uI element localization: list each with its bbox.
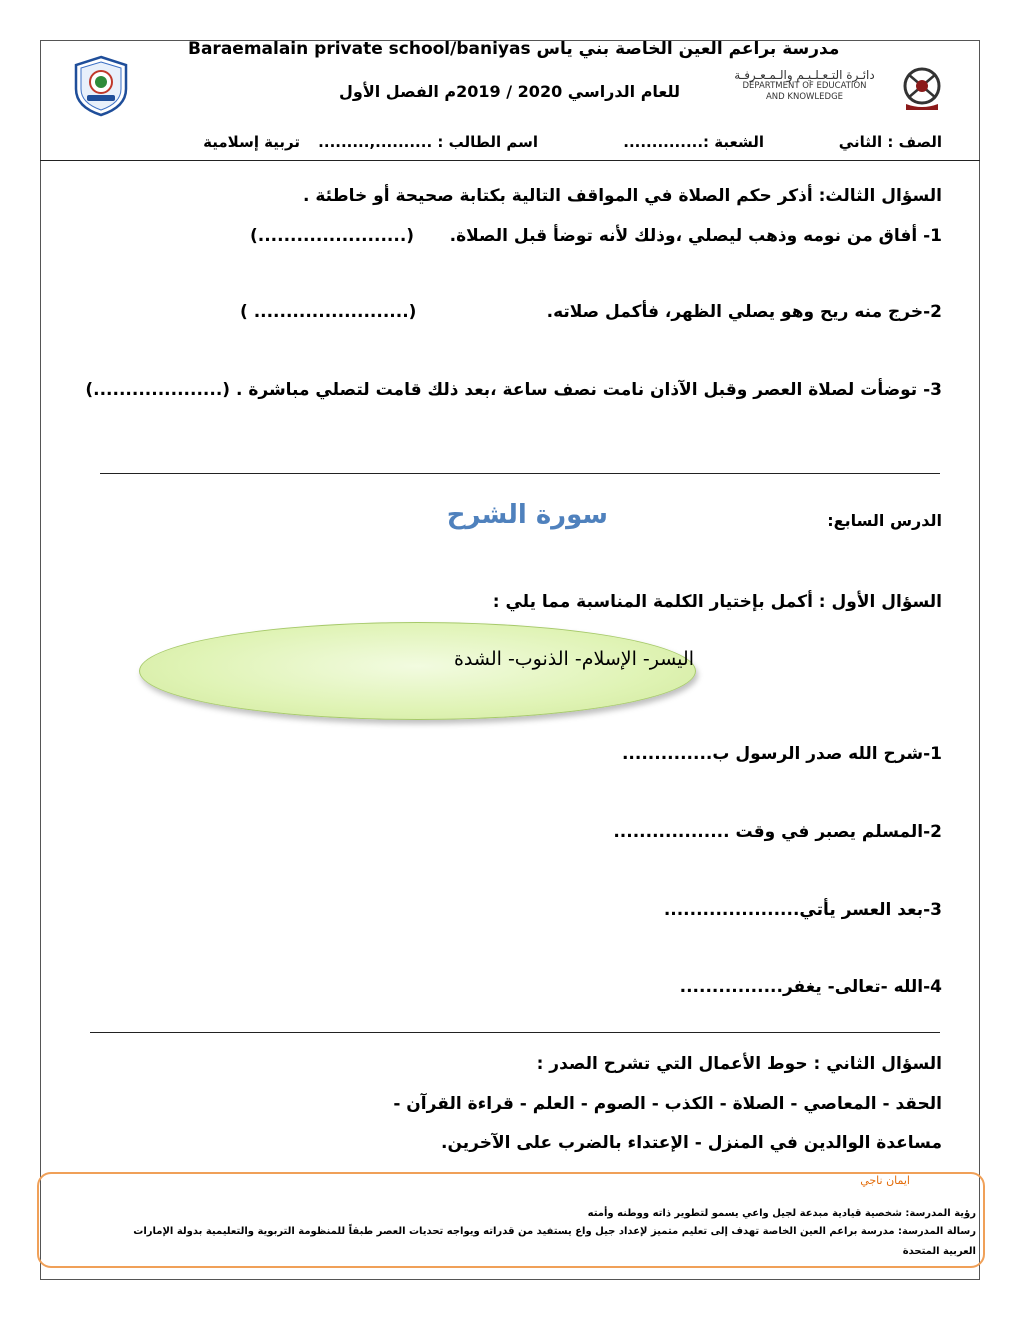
department-logo-text <box>712 70 897 103</box>
department-name-en-1: DEPARTMENT OF EDUCATION <box>742 81 867 91</box>
question3-item2-blank[interactable]: ( ........................) <box>240 302 417 322</box>
question3-item2: 2-خرج منه ريح وهو يصلي الظهر، فأكمل صلاته. <box>546 302 942 322</box>
question1-item-1[interactable]: 1-شرح الله صدر الرسول ب.............. <box>621 744 942 764</box>
school-logo <box>74 55 128 117</box>
question2-title: السؤال الثاني : حوط الأعمال التي تشرح الصدر : <box>536 1054 942 1074</box>
subject-label: تربية إسلامية <box>203 133 300 151</box>
header-divider <box>40 160 980 161</box>
question1-item-3[interactable]: 3-بعد العسر يأتي..................... <box>663 900 942 920</box>
footer-mission-continued: العربية المتحدة <box>902 1246 976 1257</box>
footer-mission: رسالة المدرسة: مدرسة براعم العين الخاصة تهدف إلى تعليم متميز لإعداد جيل واع يستفيد من قدراته ويواجه تحديات العصر طبقاً للمنظومة التربوية والتعليمية بدولة الإمارات <box>133 1226 976 1237</box>
question3-item1-blank[interactable]: (.......................) <box>250 226 415 246</box>
teacher-name: ايمان ناجي <box>860 1174 910 1187</box>
section-divider-2 <box>90 1032 940 1033</box>
question2-options-line2[interactable]: مساعدة الوالدين في المنزل - الإعتداء بالضرب على الآخرين. <box>440 1133 942 1153</box>
question2-options-line1[interactable]: الحقد - المعاصي - الصلاة - الكذب - الصوم - العلم - قراءة القرآن - <box>393 1094 942 1114</box>
question1-title: السؤال الأول : أكمل بإختيار الكلمة المناسبة مما يلي : <box>492 592 942 612</box>
department-name-en-2: AND KNOWLEDGE <box>765 92 844 102</box>
school-name: Baraemalain private school/baniyas مدرسة براعم العين الخاصة بني ياس <box>188 39 840 59</box>
question3-item1: 1- أفاق من نومه وذهب ليصلي ،وذلك لأنه توضأ قبل الصلاة. <box>449 226 942 246</box>
section-label: الشعبة :.............. <box>623 133 764 151</box>
footer-vision: رؤية المدرسة: شخصية قيادية مبدعة لجيل واعي يسمو لتطوير ذاته ووطنه وأمته <box>587 1208 976 1219</box>
section-divider-1 <box>100 473 940 474</box>
student-name-label: اسم الطالب : ..........,......... <box>318 133 538 151</box>
lesson-title: سورة الشرح <box>446 500 608 530</box>
question1-item-4[interactable]: 4-الله -تعالى- يغفر................ <box>679 977 942 997</box>
question3-title: السؤال الثالث: أذكر حكم الصلاة في المواقف التالية بكتابة صحيحة أو خاطئة . <box>302 186 942 206</box>
lesson-label: الدرس السابع: <box>827 511 942 530</box>
question3-item3: 3- توضأت لصلاة العصر وقبل الآذان نامت نصف ساعة ،بعد ذلك قامت لتصلي مباشرة . (....................) <box>85 380 942 400</box>
grade-label: الصف : الثاني <box>838 133 942 151</box>
academic-year: للعام الدراسي 2020 / 2019م الفصل الأول <box>339 82 680 101</box>
department-name-ar: دائـرة التـعـلـيـم والـمـعـرفـة <box>734 68 875 82</box>
question1-item-2[interactable]: 2-المسلم يصبر في وقت .................. <box>613 822 942 842</box>
word-bank-ellipse <box>139 622 696 720</box>
word-bank: اليسر- الإسلام- الذنوب- الشدة <box>453 648 694 670</box>
footer-box <box>37 1172 985 1268</box>
department-emblem-icon <box>900 64 944 112</box>
